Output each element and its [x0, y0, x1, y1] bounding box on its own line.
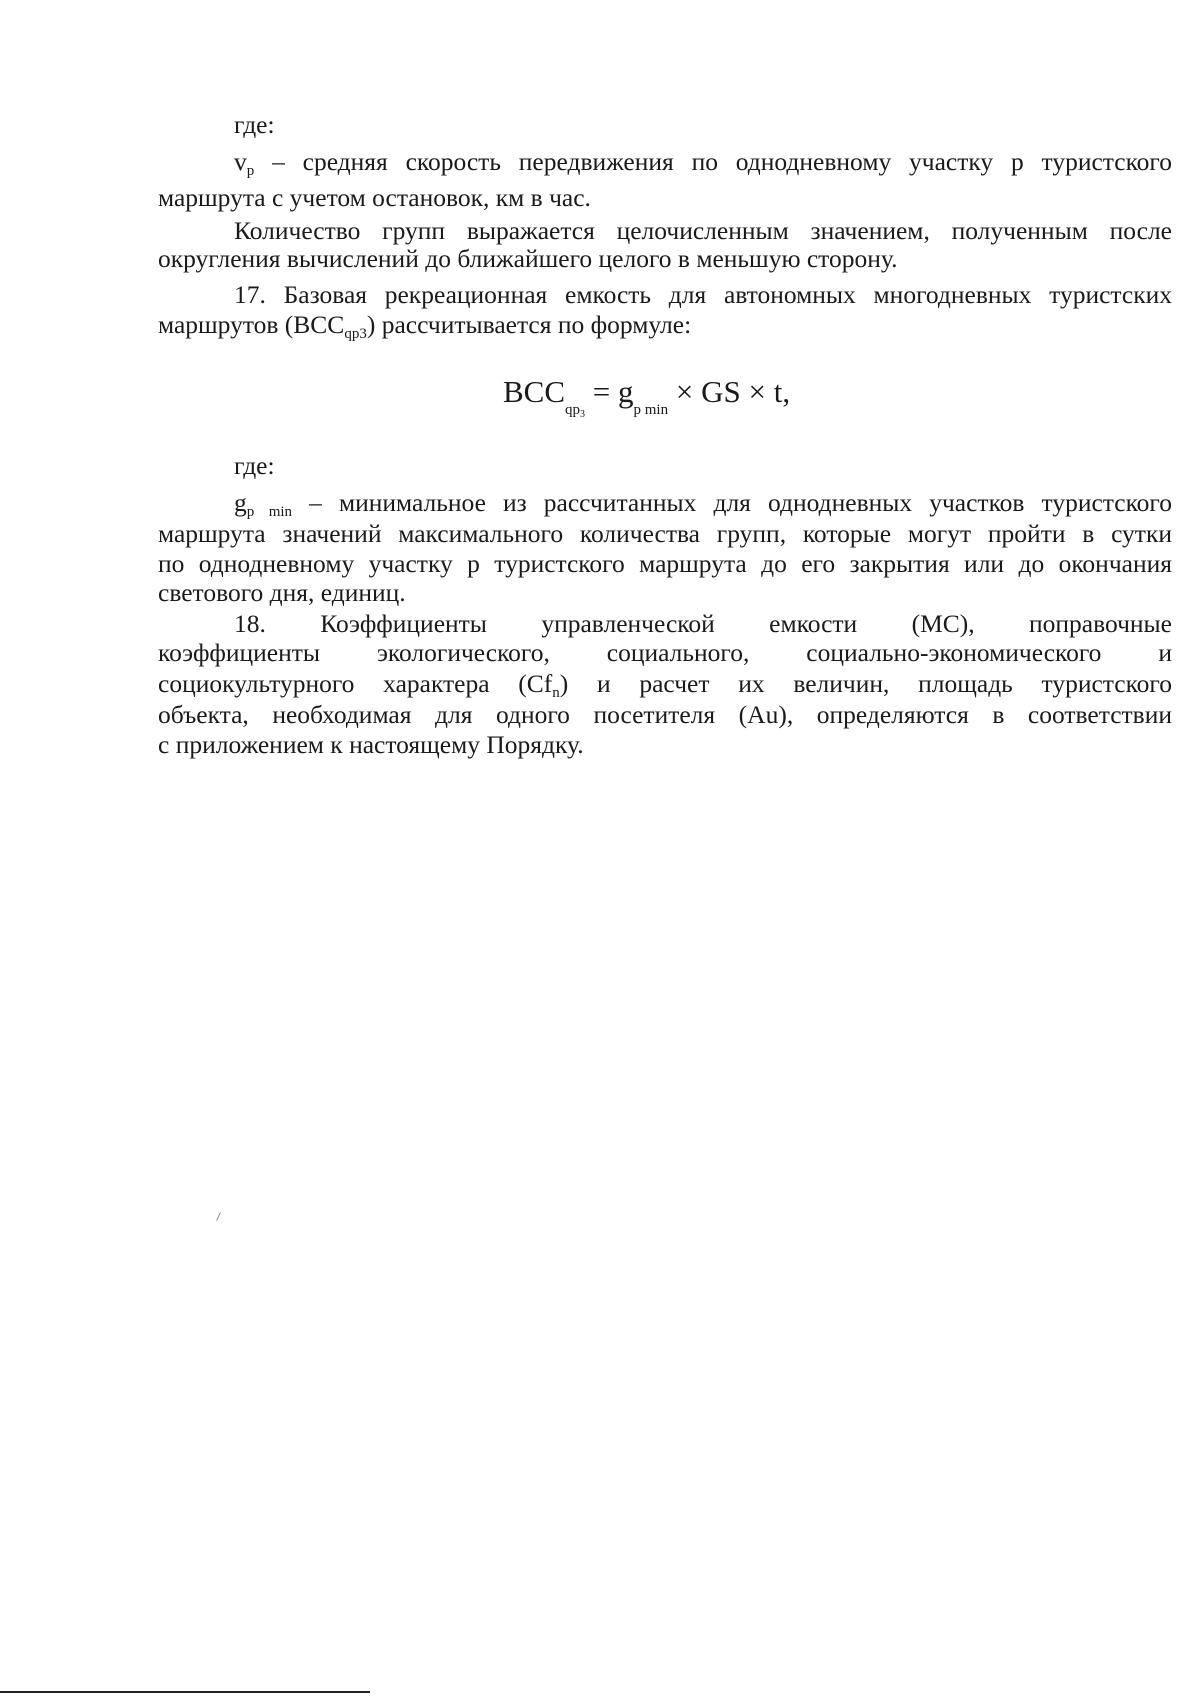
vp-subscript: p — [246, 163, 255, 179]
gpmin-subscript: p min — [246, 504, 293, 520]
item-17-text-b: ) рассчитывается по формуле: — [366, 310, 692, 339]
item-18-line-1: 18. Коэффициенты управленческой емкости (MC), поправочные — [234, 609, 1172, 638]
where-label-1: где: — [234, 110, 275, 139]
capacity-formula — [503, 372, 791, 420]
item-18-text-a: социокультурного характера (Cf — [158, 669, 553, 698]
gpmin-definition-line-1 — [234, 488, 1172, 518]
formula-lhs-subscript-text: qp — [565, 402, 581, 418]
vp-definition-line-1 — [234, 147, 1172, 177]
item-17-subscript: qp3 — [344, 326, 367, 342]
item-18-subscript: n — [552, 685, 560, 701]
formula-lhs: BCC — [503, 374, 566, 409]
item-18-text-b: ) и расчет их величин, площадь туристского — [559, 669, 1172, 698]
gpmin-definition-text: – минимальное из рассчитанных для однодневных участков туристского — [292, 488, 1172, 517]
gpmin-definition-line-4: светового дня, единиц. — [158, 578, 406, 607]
item-17-text-a: маршрутов (BCC — [158, 310, 345, 339]
item-17-line-2 — [158, 310, 691, 340]
vp-definition-line-2: маршрута с учетом остановок, км в час. — [158, 183, 591, 212]
item-18-line-2: коэффициенты экологического, социального, социально-экономического и — [158, 638, 1172, 667]
groups-paragraph-line-1: Количество групп выражается целочисленным значением, полученным после — [234, 216, 1172, 245]
formula-lhs-subscript-index: 3 — [580, 409, 586, 420]
gpmin-symbol: g — [234, 488, 247, 517]
formula-equals-g: = g — [585, 374, 634, 409]
groups-paragraph-line-2: округления вычислений до ближайшего целого в меньшую сторону. — [158, 244, 898, 273]
gpmin-definition-line-2: маршрута значений максимального количества групп, которые могут пройти в сутки — [158, 519, 1172, 548]
formula-g-subscript: p min — [633, 402, 669, 418]
item-17-line-1: 17. Базовая рекреационная емкость для автономных многодневных туристских — [234, 280, 1172, 309]
scan-bottom-edge — [0, 1691, 370, 1693]
where-label-2: где: — [234, 451, 275, 480]
vp-symbol: v — [234, 147, 247, 176]
scan-speck — [216, 1212, 221, 1221]
formula-rhs: × GS × t, — [668, 374, 791, 409]
item-18-line-3 — [158, 669, 1172, 699]
item-18-line-4: объекта, необходимая для одного посетителя (Au), определяются в соответствии — [158, 700, 1172, 729]
formula-lhs-subscript — [565, 402, 585, 418]
item-18-line-5: с приложением к настоящему Порядку. — [158, 730, 584, 759]
gpmin-definition-line-3: по однодневному участку р туристского маршрута до его закрытия или до окончания — [158, 549, 1172, 578]
vp-definition-text: – средняя скорость передвижения по однодневному участку р туристского — [254, 147, 1172, 176]
